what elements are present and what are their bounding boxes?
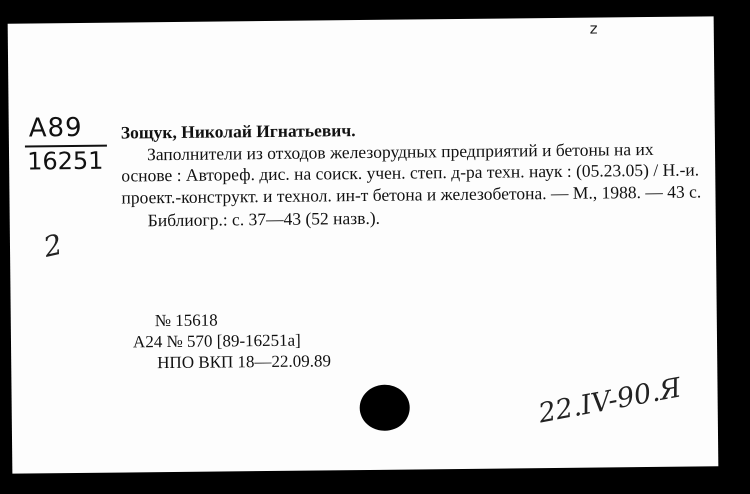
title-description: Заполнители из отходов железорудных предприятий и бетоны на их основе : Автореф. дис. на соиск. учен. степ. д-ра техн. наук : (05.23.05) / Н.-и. проект.-конструкт. и технол. ин-т бетона и железобетона. — М., 1988. — 43 с. (121, 138, 702, 208)
bibliographic-record (121, 116, 702, 232)
handwritten-number: 2 (40, 227, 66, 264)
shelf-mark-line2: 16251 (26, 146, 104, 176)
handwritten-date: 22.IV-90.Я (536, 372, 684, 430)
inventory-number: А24 № 570 [89-16251а] (132, 330, 301, 352)
publisher-stamp-line: НПО ВКП 18—22.09.89 (157, 351, 332, 373)
top-corner-mark: z (589, 19, 598, 38)
catalog-card (8, 16, 719, 473)
registration-block (133, 308, 331, 373)
accession-number: № 15618 (154, 310, 218, 331)
shelf-mark-line1: А89 (28, 112, 83, 144)
author-heading: Зощук, Николай Игнатьевич. (120, 120, 356, 143)
bibliography-note: Библиогр.: с. 37—43 (52 назв.). (147, 207, 381, 231)
punch-hole (359, 385, 409, 432)
